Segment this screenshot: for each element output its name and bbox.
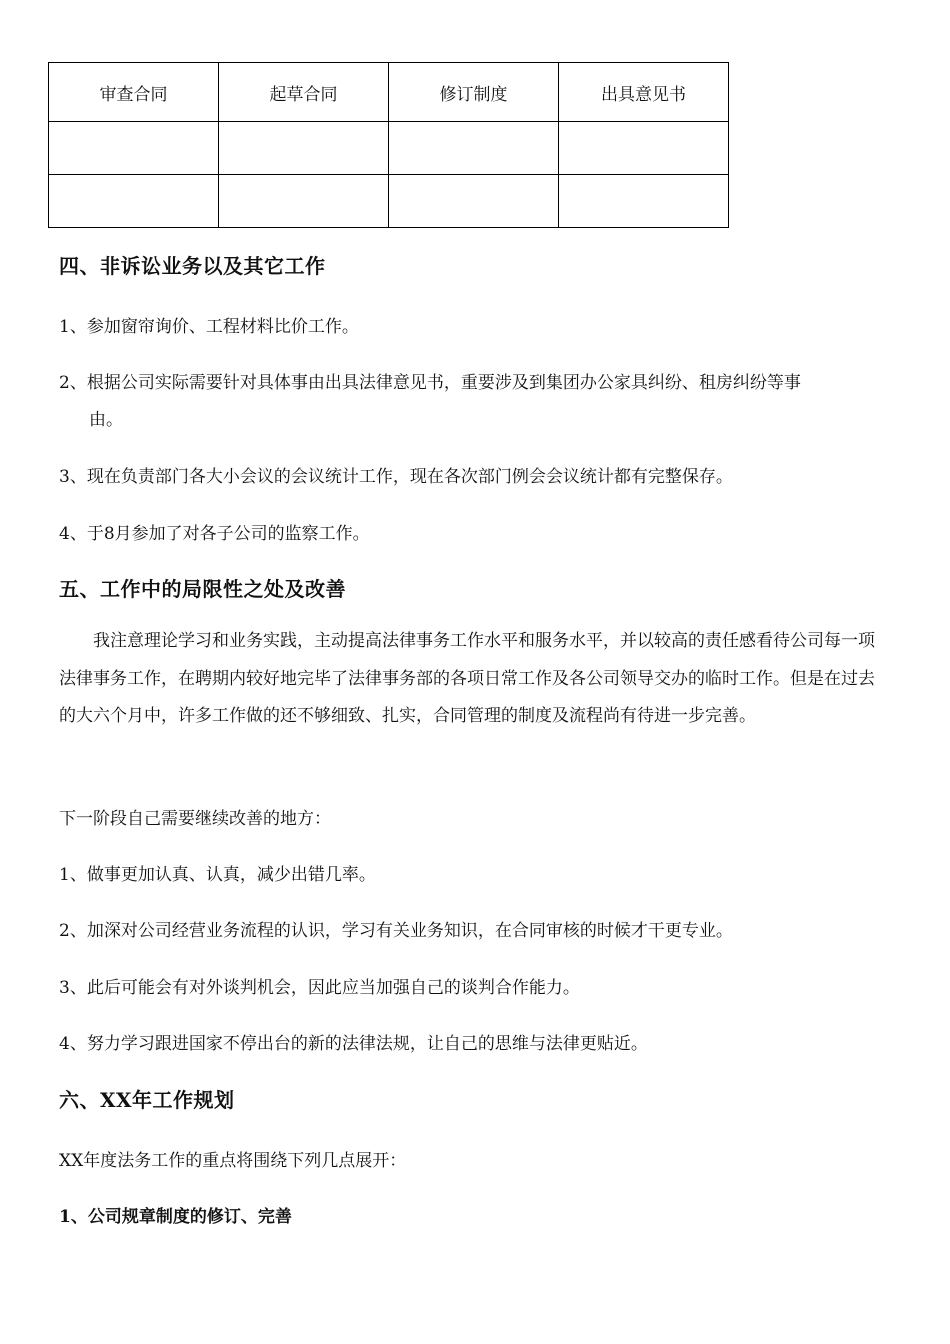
list-item: 3、现在负责部门各大小会议的会议统计工作，现在各次部门例会会议统计都有完整保存。 — [59, 467, 733, 487]
section-heading: 四、非诉讼业务以及其它工作 — [59, 254, 326, 278]
body-text: XX年度法务工作的重点将围绕下列几点展开： — [59, 1151, 407, 1171]
table-cell — [389, 122, 559, 175]
list-item: 4、于8月参加了对各子公司的监察工作。 — [59, 524, 370, 544]
list-item: 4、努力学习跟进国家不停出台的新的法律法规，让自己的思维与法律更贴近。 — [59, 1034, 648, 1054]
table-row — [49, 175, 729, 228]
table-header-cell: 出具意见书 — [559, 63, 729, 122]
table-header-cell: 修订制度 — [389, 63, 559, 122]
list-item: 3、此后可能会有对外谈判机会，因此应当加强自己的谈判合作能力。 — [59, 978, 580, 998]
table-header-row — [49, 63, 729, 122]
table-cell — [219, 175, 389, 228]
table-header-cell: 起草合同 — [219, 63, 389, 122]
list-item: 2、加深对公司经营业务流程的认识，学习有关业务知识，在合同审核的时候才干更专业。 — [59, 921, 733, 941]
body-paragraph: 我注意理论学习和业务实践，主动提高法律事务工作水平和服务水平，并以较高的责任感看待公司每一项法律事务工作，在聘期内较好地完毕了法律事务部的各项日常工作及各公司领导交办的临时工作。但是在过去的大六个月中，许多工作做的还不够细致、扎实，合同管理的制度及流程尚有待进一步完善。 — [59, 631, 875, 726]
body-text: 下一阶段自己需要继续改善的地方： — [59, 809, 331, 829]
section-heading: 六、XX年工作规划 — [59, 1088, 235, 1112]
table-cell — [559, 122, 729, 175]
table-cell — [49, 175, 219, 228]
list-item-continuation: 由。 — [89, 410, 123, 430]
table-cell — [49, 122, 219, 175]
list-item: 1、做事更加认真、认真，减少出错几率。 — [59, 865, 376, 885]
table-cell — [389, 175, 559, 228]
section-heading: 五、工作中的局限性之处及改善 — [59, 577, 346, 601]
list-item: 1、参加窗帘询价、工程材料比价工作。 — [59, 317, 359, 337]
table-row — [49, 122, 729, 175]
table-cell — [559, 175, 729, 228]
subheading: 1、公司规章制度的修订、完善 — [59, 1207, 292, 1227]
table-header-cell: 审查合同 — [49, 63, 219, 122]
work-table — [48, 62, 729, 228]
table-cell — [219, 122, 389, 175]
list-item: 2、根据公司实际需要针对具体事由出具法律意见书，重要涉及到集团办公家具纠纷、租房纠纷等事 — [59, 373, 801, 393]
